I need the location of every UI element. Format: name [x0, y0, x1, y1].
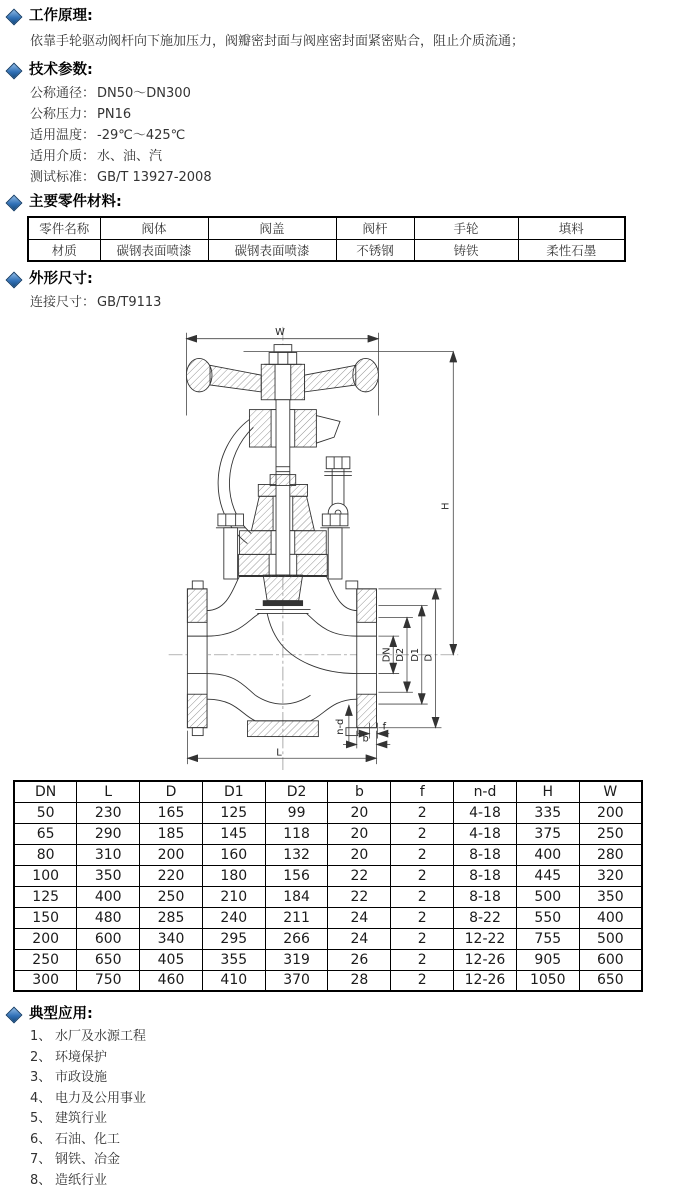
col-header-d1: D1	[202, 781, 265, 802]
section-applications	[0, 1006, 688, 1023]
table-cell: 2	[391, 949, 454, 970]
table-cell: 4-18	[454, 823, 517, 844]
dim-label-dn: DN	[381, 647, 393, 663]
param-label: 适用介质：	[30, 149, 96, 164]
table-cell: 211	[265, 907, 328, 928]
diamond-bullet-icon	[6, 194, 23, 211]
table-row	[28, 217, 625, 239]
param-value: DN50～DN300	[97, 86, 191, 101]
section-title: 技术参数:	[29, 62, 93, 78]
table-cell: 2	[391, 928, 454, 949]
application-number: 3、	[30, 1070, 52, 1085]
param-value: PN16	[97, 107, 132, 122]
table-cell: 285	[140, 907, 203, 928]
table-row	[14, 907, 642, 928]
table-cell: 400	[579, 907, 642, 928]
table-cell: 2	[391, 907, 454, 928]
col-header-d: D	[140, 781, 203, 802]
dim-label-d1: D1	[409, 647, 421, 662]
application-text: 水厂及水源工程	[55, 1029, 147, 1044]
table-cell: 340	[140, 928, 203, 949]
application-text: 石油、化工	[55, 1131, 121, 1147]
param-nominal-diameter	[30, 87, 688, 100]
table-cell: 165	[140, 802, 203, 823]
table-cell: 400	[516, 844, 579, 865]
table-cell: 600	[77, 928, 140, 949]
application-text: 建筑行业	[55, 1111, 108, 1126]
table-cell: 410	[202, 970, 265, 991]
table-cell: 400	[77, 886, 140, 907]
param-label: 连接尺寸：	[30, 295, 96, 310]
table-cell: 125	[14, 886, 77, 907]
application-text: 造纸行业	[55, 1172, 108, 1188]
table-cell: 碳钢表面喷漆	[100, 239, 208, 261]
table-cell: 22	[328, 865, 391, 886]
param-label: 适用温度：	[30, 128, 96, 143]
diamond-bullet-icon	[6, 62, 23, 79]
table-cell: 99	[265, 802, 328, 823]
application-text: 市政设施	[55, 1070, 108, 1085]
dim-label-d: D	[423, 653, 435, 662]
table-cell: 8-18	[454, 886, 517, 907]
table-cell: 319	[265, 949, 328, 970]
col-header-b: b	[328, 781, 391, 802]
col-header-l: L	[77, 781, 140, 802]
table-row	[28, 239, 625, 261]
table-cell: 250	[14, 949, 77, 970]
table-row	[14, 886, 642, 907]
section-title: 工作原理:	[29, 8, 93, 24]
table-cell: 185	[140, 823, 203, 844]
table-cell: 200	[14, 928, 77, 949]
section-outline-dimensions	[0, 271, 688, 288]
table-cell: 460	[140, 970, 203, 991]
col-header-dn: DN	[14, 781, 77, 802]
param-value: GB/T 13927-2008	[97, 170, 212, 185]
section-working-principle	[0, 8, 688, 25]
col-header-f: f	[391, 781, 454, 802]
table-cell: 905	[516, 949, 579, 970]
table-cell: 550	[516, 907, 579, 928]
table-cell: 200	[140, 844, 203, 865]
table-cell: 355	[202, 949, 265, 970]
table-cell: 12-26	[454, 970, 517, 991]
col-header-nd: n-d	[454, 781, 517, 802]
table-cell: 柔性石墨	[518, 239, 625, 261]
section-title: 典型应用:	[29, 1006, 93, 1022]
section-materials	[0, 194, 688, 211]
application-number: 8、	[30, 1172, 52, 1188]
param-temperature	[30, 129, 688, 142]
valve-technical-drawing	[142, 319, 542, 774]
param-value: 水、油、汽	[97, 149, 163, 164]
table-cell: 280	[579, 844, 642, 865]
table-row	[14, 802, 642, 823]
table-cell: 650	[579, 970, 642, 991]
table-cell: 26	[328, 949, 391, 970]
dimensions-table-head	[14, 781, 642, 802]
table-cell: 阀杆	[336, 217, 414, 239]
application-text: 钢铁、冶金	[55, 1152, 121, 1167]
table-cell: 250	[140, 886, 203, 907]
table-cell: 12-22	[454, 928, 517, 949]
table-cell: 12-26	[454, 949, 517, 970]
application-number: 1、	[30, 1029, 52, 1044]
dim-label-b: b	[362, 733, 369, 745]
table-cell: 4-18	[454, 802, 517, 823]
table-cell: 266	[265, 928, 328, 949]
application-text: 电力及公用事业	[55, 1090, 147, 1106]
table-cell: 2	[391, 865, 454, 886]
table-cell: 125	[202, 802, 265, 823]
table-cell: 零件名称	[28, 217, 100, 239]
table-row	[14, 865, 642, 886]
table-cell: 阀盖	[208, 217, 336, 239]
table-cell: 320	[579, 865, 642, 886]
table-cell: 335	[516, 802, 579, 823]
table-cell: 132	[265, 844, 328, 865]
table-cell: 20	[328, 802, 391, 823]
table-row	[14, 823, 642, 844]
table-cell: 填料	[518, 217, 625, 239]
application-text: 环境保护	[55, 1049, 108, 1065]
table-cell: 铸铁	[414, 239, 518, 261]
table-cell: 24	[328, 928, 391, 949]
application-number: 2、	[30, 1049, 52, 1065]
table-cell: 500	[516, 886, 579, 907]
table-cell: 100	[14, 865, 77, 886]
dimensions-table	[13, 780, 643, 992]
application-item	[30, 1133, 688, 1147]
table-cell: 350	[77, 865, 140, 886]
table-row	[14, 928, 642, 949]
table-cell: 755	[516, 928, 579, 949]
table-header-row	[14, 781, 642, 802]
table-cell: 375	[516, 823, 579, 844]
diamond-bullet-icon	[6, 1006, 23, 1023]
materials-table-body	[28, 217, 625, 261]
param-value: -29℃～425℃	[97, 128, 186, 143]
dim-label-nd: n-d	[334, 718, 346, 735]
table-cell: 650	[77, 949, 140, 970]
table-cell: 156	[265, 865, 328, 886]
application-number: 6、	[30, 1131, 52, 1147]
table-cell: 250	[579, 823, 642, 844]
application-item	[30, 1153, 688, 1167]
table-cell: 480	[77, 907, 140, 928]
table-cell: 8-18	[454, 844, 517, 865]
table-cell: 2	[391, 886, 454, 907]
application-item	[30, 1071, 688, 1085]
param-test-standard	[30, 171, 688, 184]
working-principle-text: 依靠手轮驱动阀杆向下施加压力，阀瓣密封面与阀座密封面紧密贴合，阻止介质流通；	[30, 34, 525, 49]
application-number: 7、	[30, 1152, 52, 1167]
section-title: 外形尺寸:	[29, 271, 93, 287]
table-cell: 22	[328, 886, 391, 907]
application-item	[30, 1092, 688, 1106]
table-cell: 295	[202, 928, 265, 949]
application-number: 5、	[30, 1111, 52, 1126]
col-header-d2: D2	[265, 781, 328, 802]
table-cell: 184	[265, 886, 328, 907]
table-cell: 445	[516, 865, 579, 886]
table-cell: 碳钢表面喷漆	[208, 239, 336, 261]
table-cell: 145	[202, 823, 265, 844]
param-nominal-pressure	[30, 108, 688, 121]
dim-label-l: L	[276, 747, 282, 759]
table-cell: 28	[328, 970, 391, 991]
table-cell: 8-22	[454, 907, 517, 928]
table-cell: 210	[202, 886, 265, 907]
param-label: 公称压力：	[30, 107, 96, 122]
table-cell: 150	[14, 907, 77, 928]
connection-size-line	[30, 296, 688, 309]
dim-label-d2: D2	[395, 647, 407, 662]
materials-table	[27, 216, 626, 262]
table-cell: 手轮	[414, 217, 518, 239]
dimensions-table-body	[14, 802, 642, 991]
table-cell: 50	[14, 802, 77, 823]
table-cell: 290	[77, 823, 140, 844]
table-cell: 2	[391, 823, 454, 844]
dim-label-w: W	[275, 326, 285, 338]
col-header-w: W	[579, 781, 642, 802]
table-cell: 2	[391, 802, 454, 823]
table-row	[14, 844, 642, 865]
diamond-bullet-icon	[6, 8, 23, 25]
table-cell: 118	[265, 823, 328, 844]
param-label: 测试标准：	[30, 170, 96, 185]
table-cell: 阀体	[100, 217, 208, 239]
table-row	[14, 970, 642, 991]
section-tech-params	[0, 62, 688, 79]
valve-drawing-container	[142, 319, 546, 774]
table-cell: 1050	[516, 970, 579, 991]
application-item	[30, 1174, 688, 1188]
section-title: 主要零件材料:	[29, 194, 122, 210]
application-item	[30, 1051, 688, 1065]
dim-label-f: f	[382, 721, 387, 733]
table-cell: 8-18	[454, 865, 517, 886]
table-cell: 2	[391, 970, 454, 991]
table-cell: 240	[202, 907, 265, 928]
param-medium	[30, 150, 688, 163]
diamond-bullet-icon	[6, 271, 23, 288]
table-cell: 405	[140, 949, 203, 970]
dim-label-h: H	[440, 502, 452, 510]
application-item	[30, 1112, 688, 1126]
table-cell: 370	[265, 970, 328, 991]
applications-list	[30, 1030, 688, 1187]
table-cell: 2	[391, 844, 454, 865]
table-cell: 350	[579, 886, 642, 907]
application-number: 4、	[30, 1090, 52, 1106]
table-cell: 65	[14, 823, 77, 844]
table-cell: 20	[328, 823, 391, 844]
table-cell: 230	[77, 802, 140, 823]
col-header-h: H	[516, 781, 579, 802]
table-cell: 20	[328, 844, 391, 865]
table-cell: 300	[14, 970, 77, 991]
table-cell: 24	[328, 907, 391, 928]
table-row	[14, 949, 642, 970]
param-label: 公称通径：	[30, 86, 96, 101]
table-cell: 200	[579, 802, 642, 823]
table-cell: 160	[202, 844, 265, 865]
table-cell: 600	[579, 949, 642, 970]
table-cell: 180	[202, 865, 265, 886]
table-cell: 220	[140, 865, 203, 886]
table-cell: 310	[77, 844, 140, 865]
table-cell: 80	[14, 844, 77, 865]
param-value: GB/T9113	[97, 295, 162, 310]
table-cell: 不锈钢	[336, 239, 414, 261]
valve-body-drawing	[186, 345, 378, 737]
table-cell: 750	[77, 970, 140, 991]
table-cell: 500	[579, 928, 642, 949]
table-cell: 材质	[28, 239, 100, 261]
application-item	[30, 1030, 688, 1044]
